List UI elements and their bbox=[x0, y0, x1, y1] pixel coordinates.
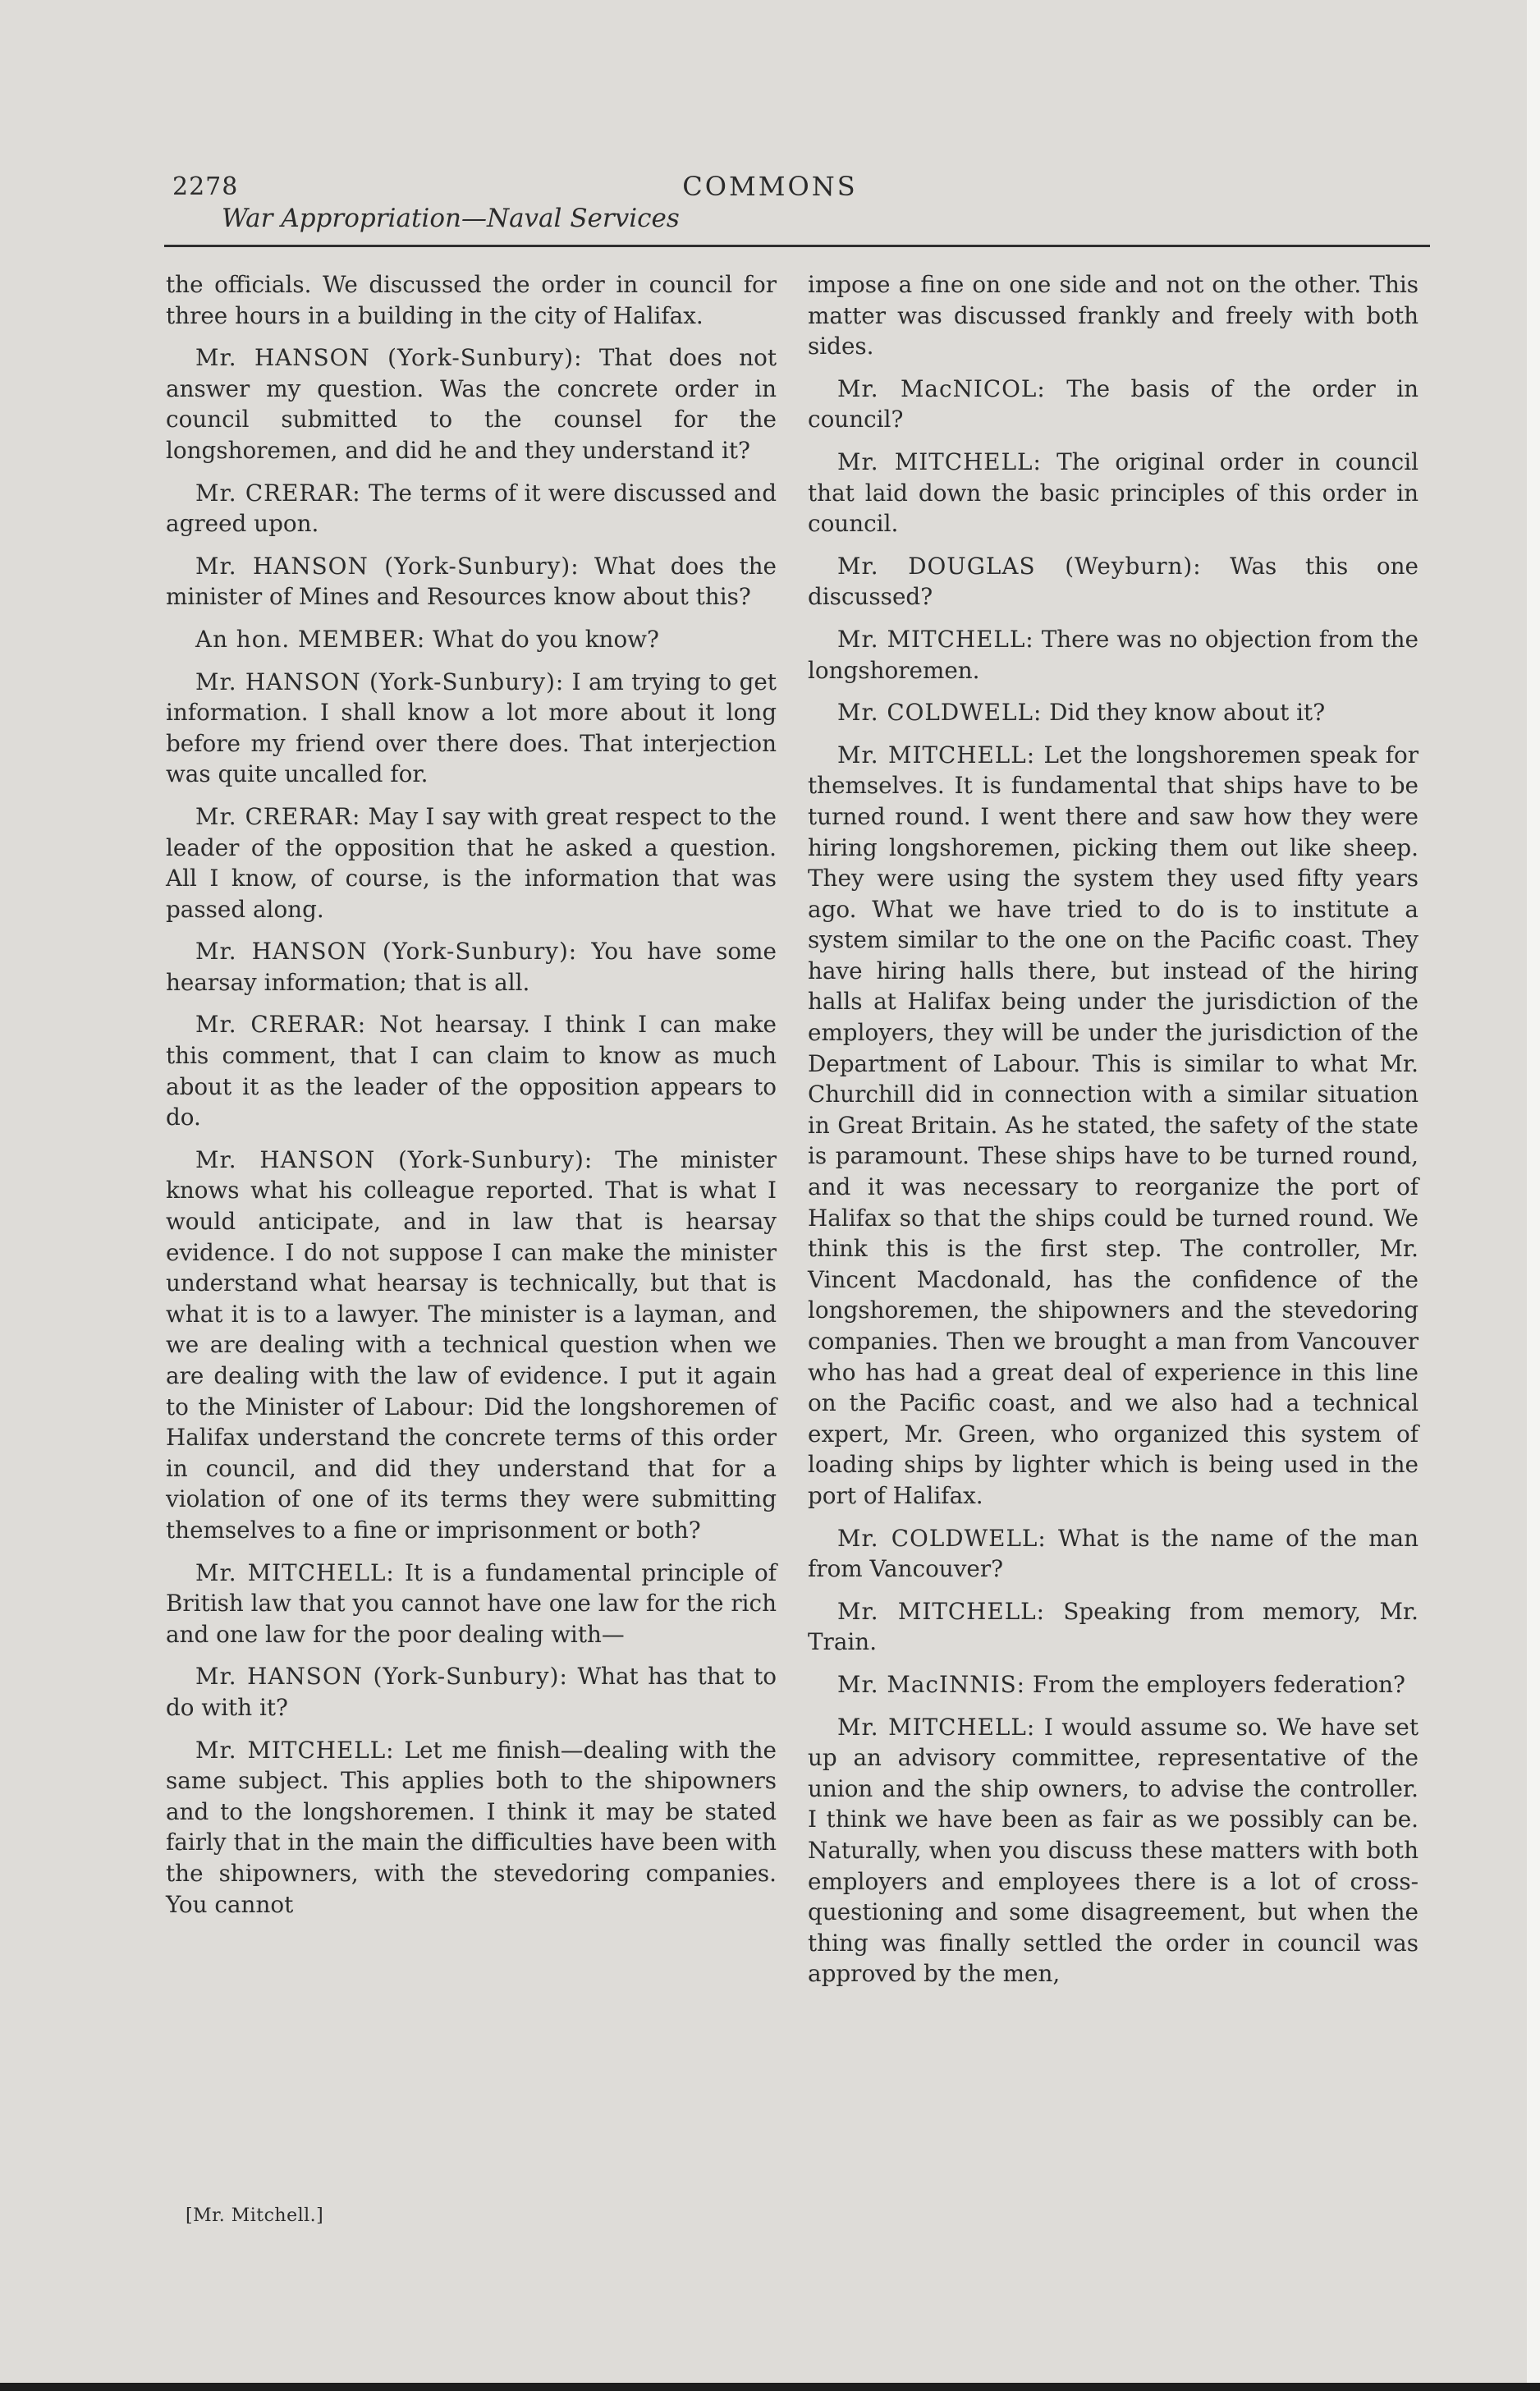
speech-text: the officials. We discussed the order in council for three hours in a building in the city of Halifax. bbox=[166, 271, 777, 329]
speech-text: What has that to do with it? bbox=[166, 1663, 777, 1721]
speaker-name: Mr. MITCHELL: bbox=[195, 1736, 395, 1764]
paragraph bbox=[808, 551, 1419, 613]
speaker-name: Mr. HANSON (York-Sunbury): bbox=[195, 1663, 568, 1691]
speaker-name: Mr. HANSON (York-Sunbury): bbox=[195, 1145, 594, 1173]
speech-text: impose a fine on one side and not on the other. This matter was discussed frankly and freely with both sides. bbox=[808, 271, 1419, 360]
paragraph bbox=[166, 342, 777, 466]
speech-text: You have some hearsay information; that is all. bbox=[166, 938, 777, 996]
speaker-name: Mr. HANSON (York-Sunbury): bbox=[195, 938, 578, 966]
left-column bbox=[166, 269, 777, 1931]
paragraph bbox=[166, 1145, 777, 1546]
speech-text: What do you know? bbox=[425, 625, 659, 653]
paragraph bbox=[166, 1735, 777, 1921]
speech-text: What is the name of the man from Vancouver? bbox=[808, 1524, 1419, 1583]
speech-text: From the employers federation? bbox=[1024, 1670, 1405, 1698]
header-rule bbox=[164, 245, 1430, 247]
speaker-name: Mr. COLDWELL: bbox=[837, 1524, 1047, 1552]
subject-heading: War Appropriation—Naval Services bbox=[222, 204, 680, 233]
speaker-name: Mr. CRERAR: bbox=[195, 479, 361, 507]
speech-text: It is a fundamental principle of British law that you cannot have one law for the rich and one law for the poor dealing with— bbox=[166, 1558, 777, 1648]
paragraph bbox=[166, 1661, 777, 1723]
paragraph bbox=[808, 447, 1419, 539]
speech-text: Let the longshoremen speak for themselves. It is fundamental that ships have to be turned round. I went there and saw how they were hiring longshoremen, picking them out like sheep. They were using the system they used fifty years ago. What we have tried to do is to institute a system similar to the one on the Pacific coast. They have hiring halls there, but instead of the hiring halls at Halifax being under the jurisdiction of the employers, they will be under the jurisdiction of the Department of Labour. This is similar to what Mr. Churchill did in connection with a similar situation in Great Britain. As he stated, the safety of the state is paramount. These ships have to be turned round, and it was necessary to reorganize the port of Halifax so that the ships could be turned round. We think this is the first step. The controller, Mr. Vincent Macdonald, has the confidence of the longshoremen, the shipowners and the stevedoring companies. Then we brought a man from Vancouver who has had a great deal of experience in this line on the Pacific coast, and we also had a technical expert, Mr. Green, who organized this system of loading ships by lighter which is being used in the port of Halifax. bbox=[808, 741, 1419, 1509]
paragraph bbox=[166, 1558, 777, 1650]
speaker-name: Mr. COLDWELL: bbox=[837, 699, 1043, 727]
speech-text: Was this one discussed? bbox=[808, 552, 1419, 611]
paragraph bbox=[166, 1009, 777, 1132]
speaker-name: Mr. HANSON (York-Sunbury): bbox=[195, 552, 580, 580]
speech-text: Not hearsay. I think I can make this comment, that I can claim to know as much about it as the leader of the opposition appears to do. bbox=[166, 1011, 777, 1131]
paragraph bbox=[166, 667, 777, 790]
speaker-name: Mr. DOUGLAS (Weyburn): bbox=[837, 552, 1202, 580]
speech-text: The basis of the order in council? bbox=[808, 374, 1419, 434]
speaker-name: Mr. MITCHELL: bbox=[837, 741, 1036, 769]
speaker-name: Mr. MacINNIS: bbox=[837, 1670, 1025, 1698]
speech-text: There was no objection from the longshoremen. bbox=[808, 625, 1419, 684]
speaker-name: An hon. MEMBER: bbox=[195, 625, 426, 653]
paragraph bbox=[166, 801, 777, 925]
right-column bbox=[808, 269, 1419, 2001]
scan-edge-bottom bbox=[0, 2383, 1540, 2391]
speaker-name: Mr. MITCHELL: bbox=[195, 1558, 395, 1586]
paragraph bbox=[166, 936, 777, 998]
paragraph bbox=[166, 624, 777, 655]
speaker-name: Mr. MITCHELL: bbox=[837, 1597, 1045, 1625]
speaker-footnote: [Mr. Mitchell.] bbox=[186, 2205, 324, 2226]
speech-text: May I say with great respect to the leader of the opposition that he asked a question. All I know, of course, is the information that was passed along. bbox=[166, 802, 777, 923]
speech-text: The original order in council that laid down the basic principles of this order in council. bbox=[808, 447, 1419, 538]
speech-text: The minister knows what his colleague reported. That is what I would anticipate, and in law that is hearsay evidence. I do not suppose I can make the minister understand what hearsay is technically, but that is what it is to a lawyer. The minister is a layman, and we are dealing with a technical question when we are dealing with the law of evidence. I put it again to the Minister of Labour: Did the longshoremen of Halifax understand the concrete terms of this order in council, and did they understand that for a violation of one of its terms they were submitting themselves to a fine or imprisonment or both? bbox=[166, 1145, 777, 1544]
paragraph bbox=[166, 551, 777, 613]
paragraph bbox=[808, 1669, 1419, 1700]
paragraph bbox=[808, 374, 1419, 435]
speaker-name: Mr. MacNICOL: bbox=[837, 374, 1046, 402]
speech-text: The terms of it were discussed and agreed upon. bbox=[166, 479, 777, 538]
speaker-name: Mr. HANSON (York-Sunbury): bbox=[195, 344, 583, 372]
paragraph bbox=[808, 269, 1419, 362]
paragraph bbox=[808, 740, 1419, 1512]
paragraph bbox=[166, 269, 777, 331]
scan-edge-right bbox=[1527, 0, 1540, 2391]
speech-text: Let me finish—dealing with the same subject. This applies both to the shipowners and to the longshoremen. I think it may be stated fairly that in the main the difficulties have been with the shipowners, with the stevedoring companies. You cannot bbox=[166, 1736, 777, 1918]
speech-text: What does the minister of Mines and Resources know about this? bbox=[166, 552, 777, 611]
paragraph bbox=[808, 1712, 1419, 1989]
running-head: COMMONS bbox=[682, 171, 858, 202]
speaker-name: Mr. HANSON (York-Sunbury): bbox=[195, 668, 565, 695]
speaker-name: Mr. CRERAR: bbox=[195, 802, 361, 830]
paragraph bbox=[808, 697, 1419, 728]
speaker-name: Mr. MITCHELL: bbox=[837, 447, 1042, 475]
paragraph bbox=[166, 478, 777, 539]
speech-text: That does not answer my question. Was the concrete order in council submitted to the counsel for the longshoremen, and did he and they understand it? bbox=[166, 344, 777, 464]
speaker-name: Mr. MITCHELL: bbox=[837, 625, 1034, 653]
speech-text: Did they know about it? bbox=[1042, 699, 1326, 727]
speech-text: Speaking from memory, Mr. Train. bbox=[808, 1597, 1419, 1656]
speaker-name: Mr. MITCHELL: bbox=[837, 1713, 1036, 1741]
speech-text: I am trying to get information. I shall know a lot more about it long before my friend over there does. That interjection was quite uncalled for. bbox=[166, 668, 777, 788]
paragraph bbox=[808, 624, 1419, 686]
speaker-name: Mr. CRERAR: bbox=[195, 1011, 367, 1039]
page-number: 2278 bbox=[172, 172, 239, 201]
paragraph bbox=[808, 1523, 1419, 1585]
speech-text: I would assume so. We have set up an advisory committee, representative of the union and the ship owners, to advise the controller. I think we have been as fair as we possibly can be. Naturally, when you discuss these matters with both employers and employees there is a lot of cross-questioning and some disagreement, but when the thing was finally settled the order in council was approved by the men, bbox=[808, 1713, 1419, 1988]
paragraph bbox=[808, 1596, 1419, 1658]
